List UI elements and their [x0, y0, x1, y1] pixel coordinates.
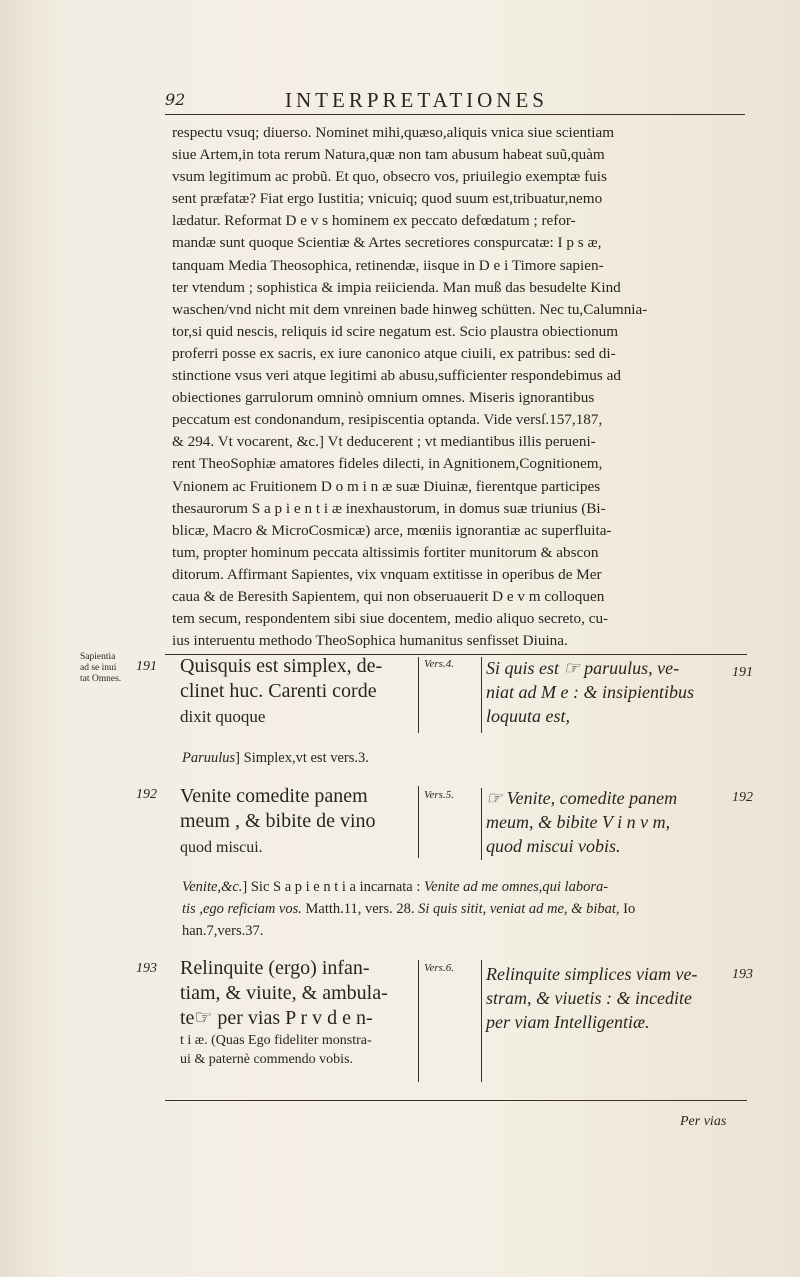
verse-reference: Vers.5. [424, 789, 454, 801]
vulgate-line: Relinquite simplices viam ve- [486, 964, 698, 984]
column-divider [418, 960, 419, 1082]
bottom-rule [165, 1100, 747, 1101]
verse-line-text: quod miscui. [180, 839, 263, 856]
folio-number: 92 [165, 90, 186, 109]
text-line: stinctione vsus veri atque legitimi ab abusu,sufficienter respondebimus ad [172, 367, 621, 385]
text-line: sent præfatæ? Fiat ergo Iustitia; vnicuiq; quod suum est,tribuatur,nemo [172, 190, 603, 208]
vulgate-line: Si quis est ☞ paruulus, ve- [486, 658, 680, 678]
margin-note [80, 652, 128, 685]
verse-line: t i æ. (Quas Ego fideliter monstra- [180, 1033, 372, 1048]
note-head: Paruulus [182, 750, 236, 766]
vulgate-line: per viam Intelligentiæ. [486, 1012, 650, 1032]
verse-reference: Vers.6. [424, 962, 454, 974]
text-line: rent TheoSophiæ amatores fideles dilecti, in Agnitionem,Cognitionem, [172, 455, 603, 473]
verse-line [180, 704, 418, 729]
text-line: proferri posse ex sacris, ex iure canonico atque ciuili, ex patribus: sed di- [172, 344, 616, 362]
verse-reference: Vers.4. [424, 658, 454, 670]
verse-line: te☞ per vias P r v d e n- [180, 1007, 373, 1029]
column-divider [481, 788, 482, 860]
note-paruulus [182, 747, 742, 769]
text-line: ditorum. Affirmant Sapientes, vix vnquam extitisse in operibus de Mer [172, 565, 602, 583]
note-quote: Venite ad me omnes,qui labora- [424, 879, 609, 895]
verse-193-vulgate [486, 962, 722, 1034]
vulgate-line: quod miscui vobis. [486, 836, 621, 856]
text-line: peccatum est condonandum, resipiscentia optanda. Vide versſ.157,187, [172, 411, 603, 429]
text-line: tor,si quid nescis, reliquis id scire negatum est. Scio plaustra obiectionum [172, 322, 619, 340]
text-line: lædatur. Reformat D e v s hominem ex peccato defœdatum ; refor- [172, 212, 576, 230]
column-divider [481, 960, 482, 1082]
verse-number-right: 192 [732, 790, 753, 805]
vulgate-line: stram, & viuetis : & incedite [486, 988, 692, 1008]
note-venite [182, 876, 742, 942]
text-line: Vnionem ac Fruitionem D o m i n æ suæ Diuinæ, fierentque participes [172, 477, 601, 495]
catchword: Per vias [680, 1114, 727, 1129]
verse-number-left: 191 [136, 659, 157, 674]
verse-line: Venite comedite panem [180, 785, 368, 807]
verse-line [180, 834, 418, 860]
verse-192-vulgate [486, 786, 722, 858]
verse-number-left: 192 [136, 787, 157, 802]
text-line: obiectiones garrulorum omninò omnium omnes. Miseris ignorantibus [172, 389, 595, 407]
vulgate-line: loquuta est, [486, 706, 570, 726]
note-line [182, 898, 742, 920]
text-line: caua & de Beresith Sapientem, qui non obseruauerit D e v m colloquen [172, 587, 605, 605]
verse-line: ui & paternè commendo vobis. [180, 1052, 354, 1067]
note-text: ] Simplex,vt est vers.3. [235, 750, 369, 766]
text-line: blicæ, Macro & MicroCosmicæ) arce, mœniis ignorantiæ ac superfluita- [172, 521, 612, 539]
vulgate-line: niat ad M e : & insipientibus [486, 682, 694, 702]
text-line: & 294. Vt vocarent, &c.] Vt deducerent ; vt mediantibus illis perueni- [172, 433, 596, 451]
verse-line-text: dixit quoque [180, 707, 266, 726]
verse-192-latin [180, 784, 418, 860]
verse-191-latin [180, 654, 418, 729]
main-text-block [172, 122, 744, 652]
note-text: Io [619, 901, 636, 917]
text-line: vsum legitimum ac probũ. Et quo, obsecro vos, priuilegio exemptæ fuis [172, 168, 607, 186]
margin-note-line: Sapientia [80, 652, 116, 662]
verse-191-vulgate [486, 656, 722, 728]
text-line: tanquam Media Theosophica, retinendæ, iisque in D e i Timore sapien- [172, 256, 604, 274]
text-line: tem secum, respondentem sibi siue docentem, medio aliquo secreto, cu- [172, 610, 609, 628]
note-quote: Si quis sitit, veniat ad me, & bibat, [418, 901, 620, 917]
vulgate-line: ☞ Venite, comedite panem [486, 788, 678, 808]
column-divider [481, 657, 482, 733]
text-line: thesaurorum S a p i e n t i æ inexhaustorum, in domus suæ triunius (Bi- [172, 499, 606, 517]
note-quote: tis ,ego reficiam vos. [182, 901, 302, 917]
note-text: Matth.11, vers. 28. [301, 901, 419, 917]
text-line: siue Artem,in tota rerum Natura,quæ non tam abusum habeat suũ,quàm [172, 146, 605, 164]
verse-number-right: 193 [732, 967, 753, 982]
column-divider [418, 786, 419, 858]
verse-line: tiam, & viuite, & ambula- [180, 982, 388, 1004]
text-line: waschen/vnd nicht mit dem vnreinen bade hinweg schütten. Nec tu,Calumnia- [172, 300, 648, 318]
verse-line: Relinquite (ergo) infan- [180, 957, 370, 979]
verse-line: Quisquis est simplex, de- [180, 655, 383, 677]
margin-note-line: tat Omnes. [80, 674, 122, 684]
note-line: han.7,vers.37. [182, 923, 264, 939]
column-divider [418, 657, 419, 733]
text-line: ius interuentu methodo TheoSophica humanitus senfisset Diuina. [172, 632, 568, 650]
note-text: ] Sic S a p i e n t i a incarnata : [242, 879, 425, 895]
verse-number-right: 191 [732, 665, 753, 680]
text-line: tum, propter hominum peccata altissimis fortiter munitorum & abscon [172, 543, 599, 561]
page-header [165, 88, 745, 115]
verse-number-left: 193 [136, 961, 157, 976]
text-line: ter vtendum ; sophistica & impia reiicienda. Man muß das besudelte Kind [172, 278, 621, 296]
running-title: INTERPRETATIONES [285, 88, 548, 112]
text-line: mandæ sunt quoque Scientiæ & Artes secretiores conspurcatæ: I p s æ, [172, 234, 602, 252]
verse-193-latin [180, 956, 418, 1069]
verse-line: clinet huc. Carenti corde [180, 680, 377, 702]
note-line [182, 876, 742, 898]
verse-line: meum , & bibite de vino [180, 810, 376, 832]
note-head: Venite,&c. [182, 879, 243, 895]
vulgate-line: meum, & bibite V i n v m, [486, 812, 671, 832]
margin-note-line: ad se inui [80, 663, 117, 673]
text-line: respectu vsuq; diuerso. Nominet mihi,quæso,aliquis vnica siue scientiam [172, 124, 615, 141]
